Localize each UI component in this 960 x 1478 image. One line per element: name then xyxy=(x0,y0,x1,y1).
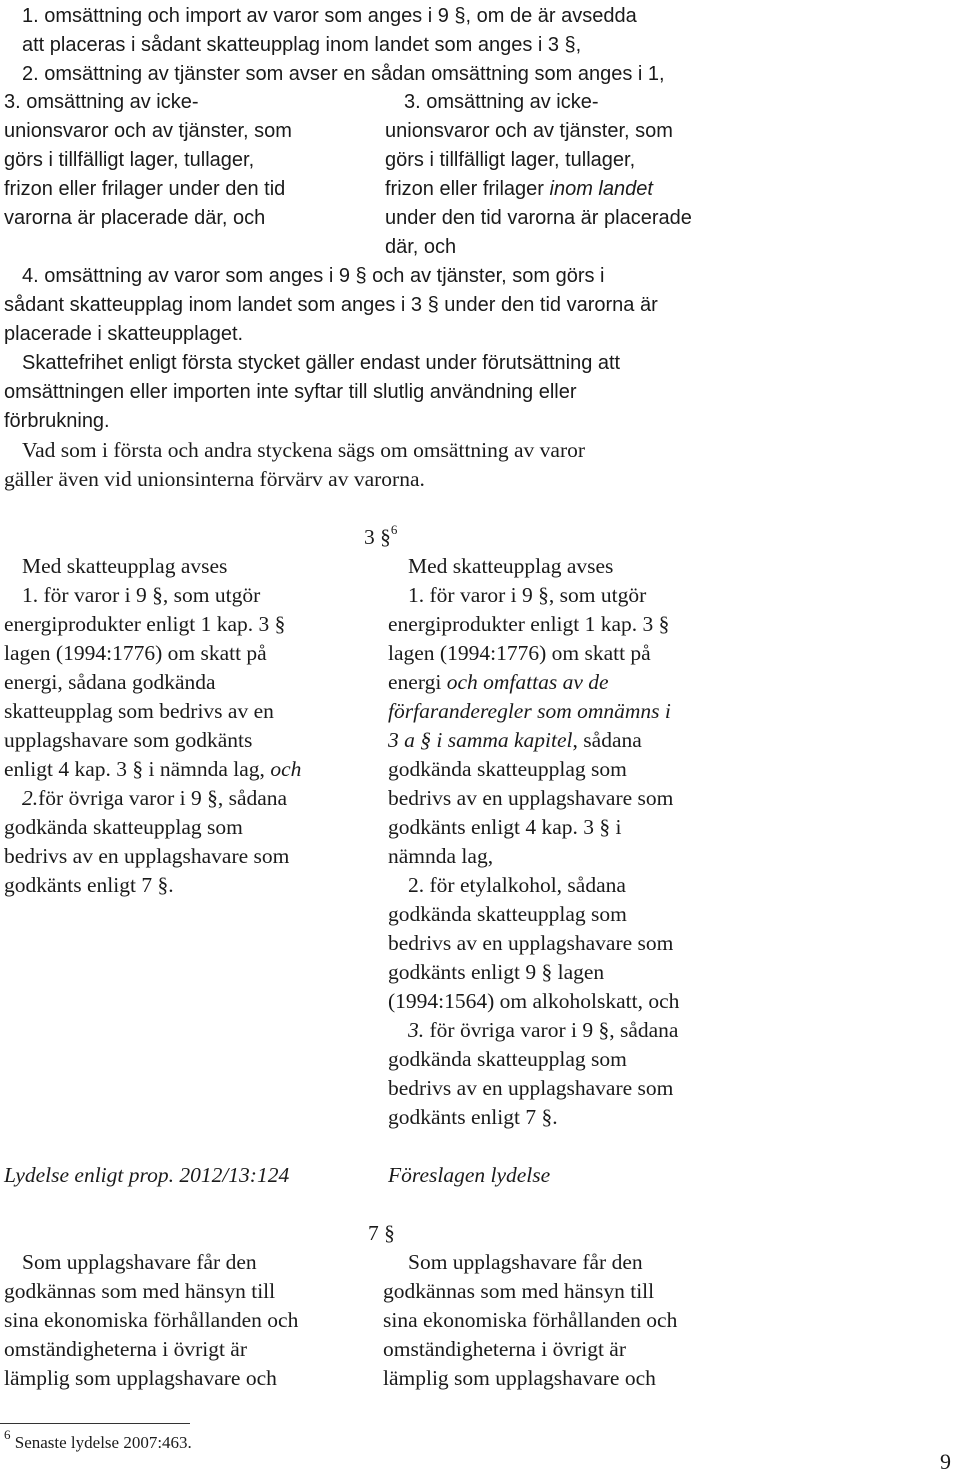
section-heading-7: 7 § xyxy=(368,1221,395,1245)
right-item3-line-1: 3. omsättning av icke- xyxy=(404,91,599,113)
sec3-right-line-18: godkända skatteupplag som xyxy=(388,1047,627,1071)
top-line-2: att placeras i sådant skatteupplag inom landet som anges i 3 §, xyxy=(22,34,582,56)
sec3-left-line-7: upplagshavare som godkänts xyxy=(4,728,253,752)
right-item3-line-2: unionsvaror och av tjänster, som xyxy=(385,120,673,142)
sec3-right-line-17-plain: för övriga varor i 9 §, sådana xyxy=(424,1018,679,1042)
footnote xyxy=(4,1427,192,1454)
sec3-right-line-3: energiprodukter enligt 1 kap. 3 § xyxy=(388,612,670,636)
sec7-right-line-5: lämplig som upplagshavare och xyxy=(383,1366,656,1390)
sec3-left-line-9-plain: för övriga varor i 9 §, sådana xyxy=(38,786,288,810)
sec7-right-line-3: sina ekonomiska förhållanden och xyxy=(383,1308,678,1332)
footnote-text: Senaste lydelse 2007:463. xyxy=(10,1433,192,1452)
sec3-right-line-7-plain: , sådana xyxy=(572,728,642,752)
right-item3-line-4 xyxy=(385,175,653,204)
sec3-left-line-8-plain: enligt 4 kap. 3 § i nämnda lag, xyxy=(4,757,271,781)
sec3-right-line-5 xyxy=(388,668,609,697)
sec3-right-line-5-italic: och omfattas av de xyxy=(446,670,609,694)
item4-line-1: 4. omsättning av varor som anges i 9 § och av tjänster, som görs i xyxy=(22,265,605,287)
top-line-3: 2. omsättning av tjänster som avser en sådan omsättning som anges i 1, xyxy=(22,63,665,85)
sec3-right-line-6: förfaranderegler som omnämns i xyxy=(388,699,671,723)
sec3-left-line-5: energi, sådana godkända xyxy=(4,670,216,694)
sec7-left-line-3: sina ekonomiska förhållanden och xyxy=(4,1308,299,1332)
sec3-left-line-8-italic: och xyxy=(270,757,302,781)
sec3-right-line-13: godkända skatteupplag som xyxy=(388,902,627,926)
sec3-right-line-15: godkänts enligt 9 § lagen xyxy=(388,960,605,984)
item4-line-3: placerade i skatteupplaget. xyxy=(4,323,244,345)
sec3-right-line-19: bedrivs av en upplagshavare som xyxy=(388,1076,674,1100)
right-item3-line-6: där, och xyxy=(385,236,457,258)
left-item3-text: 3. omsättning av icke- xyxy=(4,91,199,113)
right-item3-line-4-italic: inom landet xyxy=(549,178,653,200)
left-item3-line-3: görs i tillfälligt lager, tullager, xyxy=(4,149,255,171)
sec3-right-line-10: godkänts enligt 4 kap. 3 § i xyxy=(388,815,622,839)
sec3-left-line-10: godkända skatteupplag som xyxy=(4,815,243,839)
left-item3-line-4: frizon eller frilager under den tid xyxy=(4,178,286,200)
para-skattefrihet-line-2: omsättningen eller importen inte syftar till slutlig användning eller xyxy=(4,381,577,403)
sec3-left-line-9 xyxy=(22,784,287,813)
sec7-left-line-4: omständigheterna i övrigt är xyxy=(4,1337,247,1361)
sec3-right-line-11: nämnda lag, xyxy=(388,844,494,868)
sec3-left-line-6: skatteupplag som bedrivs av en xyxy=(4,699,274,723)
sec7-right-line-4: omständigheterna i övrigt är xyxy=(383,1337,626,1361)
sec3-left-line-8 xyxy=(4,755,301,784)
para-skattefrihet-line-1: Skattefrihet enligt första stycket gäller endast under förutsättning att xyxy=(22,352,621,374)
sec3-right-line-9: bedrivs av en upplagshavare som xyxy=(388,786,674,810)
item4-line-2: sådant skatteupplag inom landet som anges i 3 § under den tid varorna är xyxy=(4,294,658,316)
sec3-right-line-7 xyxy=(388,726,642,755)
right-item3-line-4-plain: frizon eller frilager xyxy=(385,178,550,200)
sec3-right-line-8: godkända skatteupplag som xyxy=(388,757,627,781)
left-item3-line-5: varorna är placerade där, och xyxy=(4,207,266,229)
para-vad-som-line-2: gäller även vid unionsinterna förvärv av varorna. xyxy=(4,467,425,491)
para-vad-som-line-1: Vad som i första och andra styckena sägs om omsättning av varor xyxy=(22,438,586,462)
top-line-1: 1. omsättning och import av varor som anges i 9 §, om de är avsedda xyxy=(22,5,637,27)
footnote-ref-6: 6 xyxy=(390,521,398,537)
right-item3-line-3: görs i tillfälligt lager, tullager, xyxy=(385,149,636,171)
sec3-right-line-4: lagen (1994:1776) om skatt på xyxy=(388,641,651,665)
sec3-right-line-2: 1. för varor i 9 §, som utgör xyxy=(408,583,647,607)
sec3-right-line-20: godkänts enligt 7 §. xyxy=(388,1105,558,1129)
sec7-right-line-2: godkännas som med hänsyn till xyxy=(383,1279,655,1303)
sec3-right-line-7-italic: 3 a § i samma kapitel xyxy=(388,728,573,752)
label-proposed-wording: Föreslagen lydelse xyxy=(388,1163,551,1187)
sec3-right-line-16: (1994:1564) om alkoholskatt, och xyxy=(388,989,680,1013)
label-current-wording: Lydelse enligt prop. 2012/13:124 xyxy=(4,1163,290,1187)
sec3-left-line-4: lagen (1994:1776) om skatt på xyxy=(4,641,267,665)
sec7-right-line-1: Som upplagshavare får den xyxy=(408,1250,643,1274)
sec3-right-line-12: 2. för etylalkohol, sådana xyxy=(408,873,626,897)
sec3-left-line-3: energiprodukter enligt 1 kap. 3 § xyxy=(4,612,286,636)
sec3-right-line-14: bedrivs av en upplagshavare som xyxy=(388,931,674,955)
footnote-mark: 6 xyxy=(4,1427,11,1443)
footnote-divider xyxy=(0,1423,190,1424)
sec3-left-line-11: bedrivs av en upplagshavare som xyxy=(4,844,290,868)
sec7-left-line-5: lämplig som upplagshavare och xyxy=(4,1366,277,1390)
sec7-left-line-1: Som upplagshavare får den xyxy=(22,1250,257,1274)
sec3-right-line-17-italic: 3. xyxy=(408,1018,425,1042)
sec3-right-line-1: Med skatteupplag avses xyxy=(408,554,614,578)
sec3-left-line-1: Med skatteupplag avses xyxy=(22,554,228,578)
section-heading-3 xyxy=(364,523,397,552)
sec3-right-line-5-plain: energi xyxy=(388,670,447,694)
sec3-left-line-9-italic: 2. xyxy=(22,786,39,810)
left-item3-line-1 xyxy=(4,88,357,117)
sec7-left-line-2: godkännas som med hänsyn till xyxy=(4,1279,276,1303)
page-number: 9 xyxy=(940,1449,951,1474)
left-item3-line-2: unionsvaror och av tjänster, som xyxy=(4,120,292,142)
section-3-heading-text: 3 § xyxy=(364,525,391,549)
right-item3-line-5: under den tid varorna är placerade xyxy=(385,207,692,229)
sec3-left-line-12: godkänts enligt 7 §. xyxy=(4,873,174,897)
para-skattefrihet-line-3: förbrukning. xyxy=(4,410,110,432)
sec3-right-line-17 xyxy=(408,1016,678,1045)
sec3-left-line-2: 1. för varor i 9 §, som utgör xyxy=(22,583,261,607)
